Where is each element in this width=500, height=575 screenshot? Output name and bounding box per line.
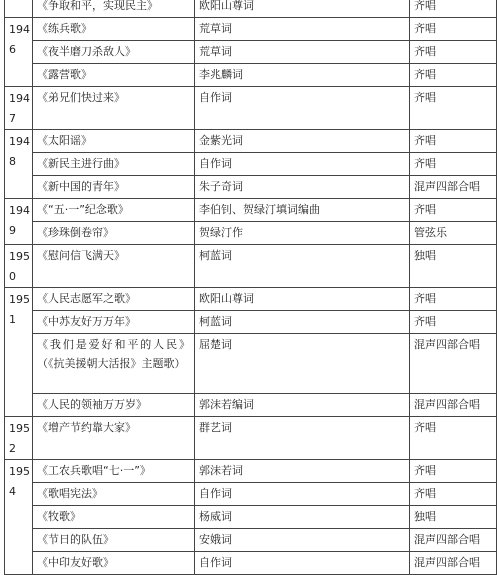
year-cell — [5, 199, 33, 245]
work-title-cell: 《人民的领袖万万岁》 — [33, 394, 195, 417]
table-row — [5, 417, 497, 460]
lyricist-cell: 郭沫若编词 — [195, 394, 410, 417]
lyricist-cell: 杨威词 — [195, 506, 410, 529]
year-line-1: 195 — [9, 465, 30, 478]
work-title-cell: 《中印友好歌》 — [33, 552, 195, 575]
table-row — [5, 506, 497, 529]
table-row — [5, 311, 497, 334]
year-line-2: 6 — [9, 43, 16, 56]
year-cell — [5, 130, 33, 199]
year-line-2: 9 — [9, 224, 16, 237]
work-title-cell: 《练兵歌》 — [33, 18, 195, 41]
work-title-cell: 《新中国的青年》 — [33, 176, 195, 199]
table-row — [5, 483, 497, 506]
year-line-1: 194 — [9, 92, 30, 105]
performance-form-cell: 混声四部合唱 — [410, 176, 497, 199]
performance-form-cell: 齐唱 — [410, 130, 497, 153]
performance-form-cell: 齐唱 — [410, 0, 497, 18]
year-cell — [5, 18, 33, 87]
lyricist-cell: 荒草词 — [195, 41, 410, 64]
year-line-1: 195 — [9, 293, 30, 306]
work-title-cell: 《牧歌》 — [33, 506, 195, 529]
year-line-2: 8 — [9, 155, 16, 168]
year-cell — [5, 417, 33, 460]
performance-form-cell: 齐唱 — [410, 41, 497, 64]
year-line-2: 1 — [9, 313, 16, 326]
lyricist-cell: 贺绿汀作 — [195, 222, 410, 245]
performance-form-cell: 齐唱 — [410, 483, 497, 506]
works-table-body — [5, 0, 497, 575]
performance-form-cell: 齐唱 — [410, 288, 497, 311]
work-title-cell: 《弟兄们快过来》 — [33, 87, 195, 130]
lyricist-cell: 李兆麟词 — [195, 64, 410, 87]
performance-form-cell: 管弦乐 — [410, 222, 497, 245]
works-table — [4, 0, 497, 575]
work-title-cell: 《露营歌》 — [33, 64, 195, 87]
performance-form-cell: 独唱 — [410, 506, 497, 529]
work-title-cell: 《增产节约靠大家》 — [33, 417, 195, 460]
lyricist-cell: 欧阳山尊词 — [195, 288, 410, 311]
performance-form-cell: 齐唱 — [410, 417, 497, 460]
table-row — [5, 460, 497, 483]
year-line-2: 0 — [9, 270, 16, 283]
table-row — [5, 0, 497, 18]
performance-form-cell: 齐唱 — [410, 87, 497, 130]
table-row — [5, 222, 497, 245]
year-cell — [5, 288, 33, 417]
year-line-2: 2 — [9, 442, 16, 455]
year-cell — [5, 460, 33, 575]
performance-form-cell: 混声四部合唱 — [410, 529, 497, 552]
work-title-cell: 《慰问信飞满天》 — [33, 245, 195, 288]
year-line-2: 4 — [9, 485, 16, 498]
work-title-cell: 《“五·一”纪念歌》 — [33, 199, 195, 222]
lyricist-cell: 郭沫若词 — [195, 460, 410, 483]
lyricist-cell: 荒草词 — [195, 18, 410, 41]
lyricist-cell: 李伯钊、贺绿汀填词编曲 — [195, 199, 410, 222]
performance-form-cell: 齐唱 — [410, 460, 497, 483]
table-row — [5, 130, 497, 153]
lyricist-cell: 自作词 — [195, 483, 410, 506]
lyricist-cell: 自作词 — [195, 552, 410, 575]
work-title-cell: 《工农兵歌唱“七·一”》 — [33, 460, 195, 483]
work-title-cell: 《珍珠倒卷帘》 — [33, 222, 195, 245]
performance-form-cell: 混声四部合唱 — [410, 552, 497, 575]
table-row — [5, 552, 497, 575]
lyricist-cell: 自作词 — [195, 87, 410, 130]
year-line-2: 7 — [9, 112, 16, 125]
table-row — [5, 87, 497, 130]
year-cell — [5, 245, 33, 288]
year-line-1: 195 — [9, 422, 30, 435]
table-row — [5, 245, 497, 288]
work-title-cell: 《争取和平，实现民主》 — [33, 0, 195, 18]
lyricist-cell: 安娥词 — [195, 529, 410, 552]
performance-form-cell: 独唱 — [410, 245, 497, 288]
work-title-cell: 《歌唱宪法》 — [33, 483, 195, 506]
work-title-cell: 《夜半磨刀杀敌人》 — [33, 41, 195, 64]
table-row — [5, 153, 497, 176]
lyricist-cell: 金紫光词 — [195, 130, 410, 153]
lyricist-cell: 群艺词 — [195, 417, 410, 460]
performance-form-cell: 齐唱 — [410, 18, 497, 41]
table-row — [5, 199, 497, 222]
work-title-cell: 《中苏友好万万年》 — [33, 311, 195, 334]
lyricist-cell: 屈楚词 — [195, 334, 410, 394]
performance-form-cell: 混声四部合唱 — [410, 334, 497, 394]
lyricist-cell: 自作词 — [195, 153, 410, 176]
performance-form-cell: 齐唱 — [410, 199, 497, 222]
performance-form-cell: 混声四部合唱 — [410, 394, 497, 417]
year-line-1: 194 — [9, 23, 30, 36]
table-row — [5, 41, 497, 64]
year-cell — [5, 0, 33, 18]
lyricist-cell: 朱子奇词 — [195, 176, 410, 199]
performance-form-cell: 齐唱 — [410, 311, 497, 334]
year-line-1: 194 — [9, 135, 30, 148]
lyricist-cell: 柯蓝词 — [195, 245, 410, 288]
table-row — [5, 176, 497, 199]
work-title-cell: 《新民主进行曲》 — [33, 153, 195, 176]
performance-form-cell: 齐唱 — [410, 153, 497, 176]
table-row — [5, 288, 497, 311]
year-cell — [5, 87, 33, 130]
work-title-cell: 《我们是爱好和平的人民》（《抗美援朝大活报》主题歌） — [33, 334, 195, 394]
work-title-cell: 《人民志愿军之歌》 — [33, 288, 195, 311]
lyricist-cell: 柯蓝词 — [195, 311, 410, 334]
lyricist-cell: 欧阳山尊词 — [195, 0, 410, 18]
work-title-cell: 《太阳谣》 — [33, 130, 195, 153]
table-row — [5, 394, 497, 417]
work-title-cell: 《节日的队伍》 — [33, 529, 195, 552]
table-row — [5, 18, 497, 41]
performance-form-cell: 齐唱 — [410, 64, 497, 87]
year-line-1: 194 — [9, 204, 30, 217]
year-line-1: 195 — [9, 250, 30, 263]
table-row — [5, 529, 497, 552]
table-row — [5, 334, 497, 394]
table-row — [5, 64, 497, 87]
